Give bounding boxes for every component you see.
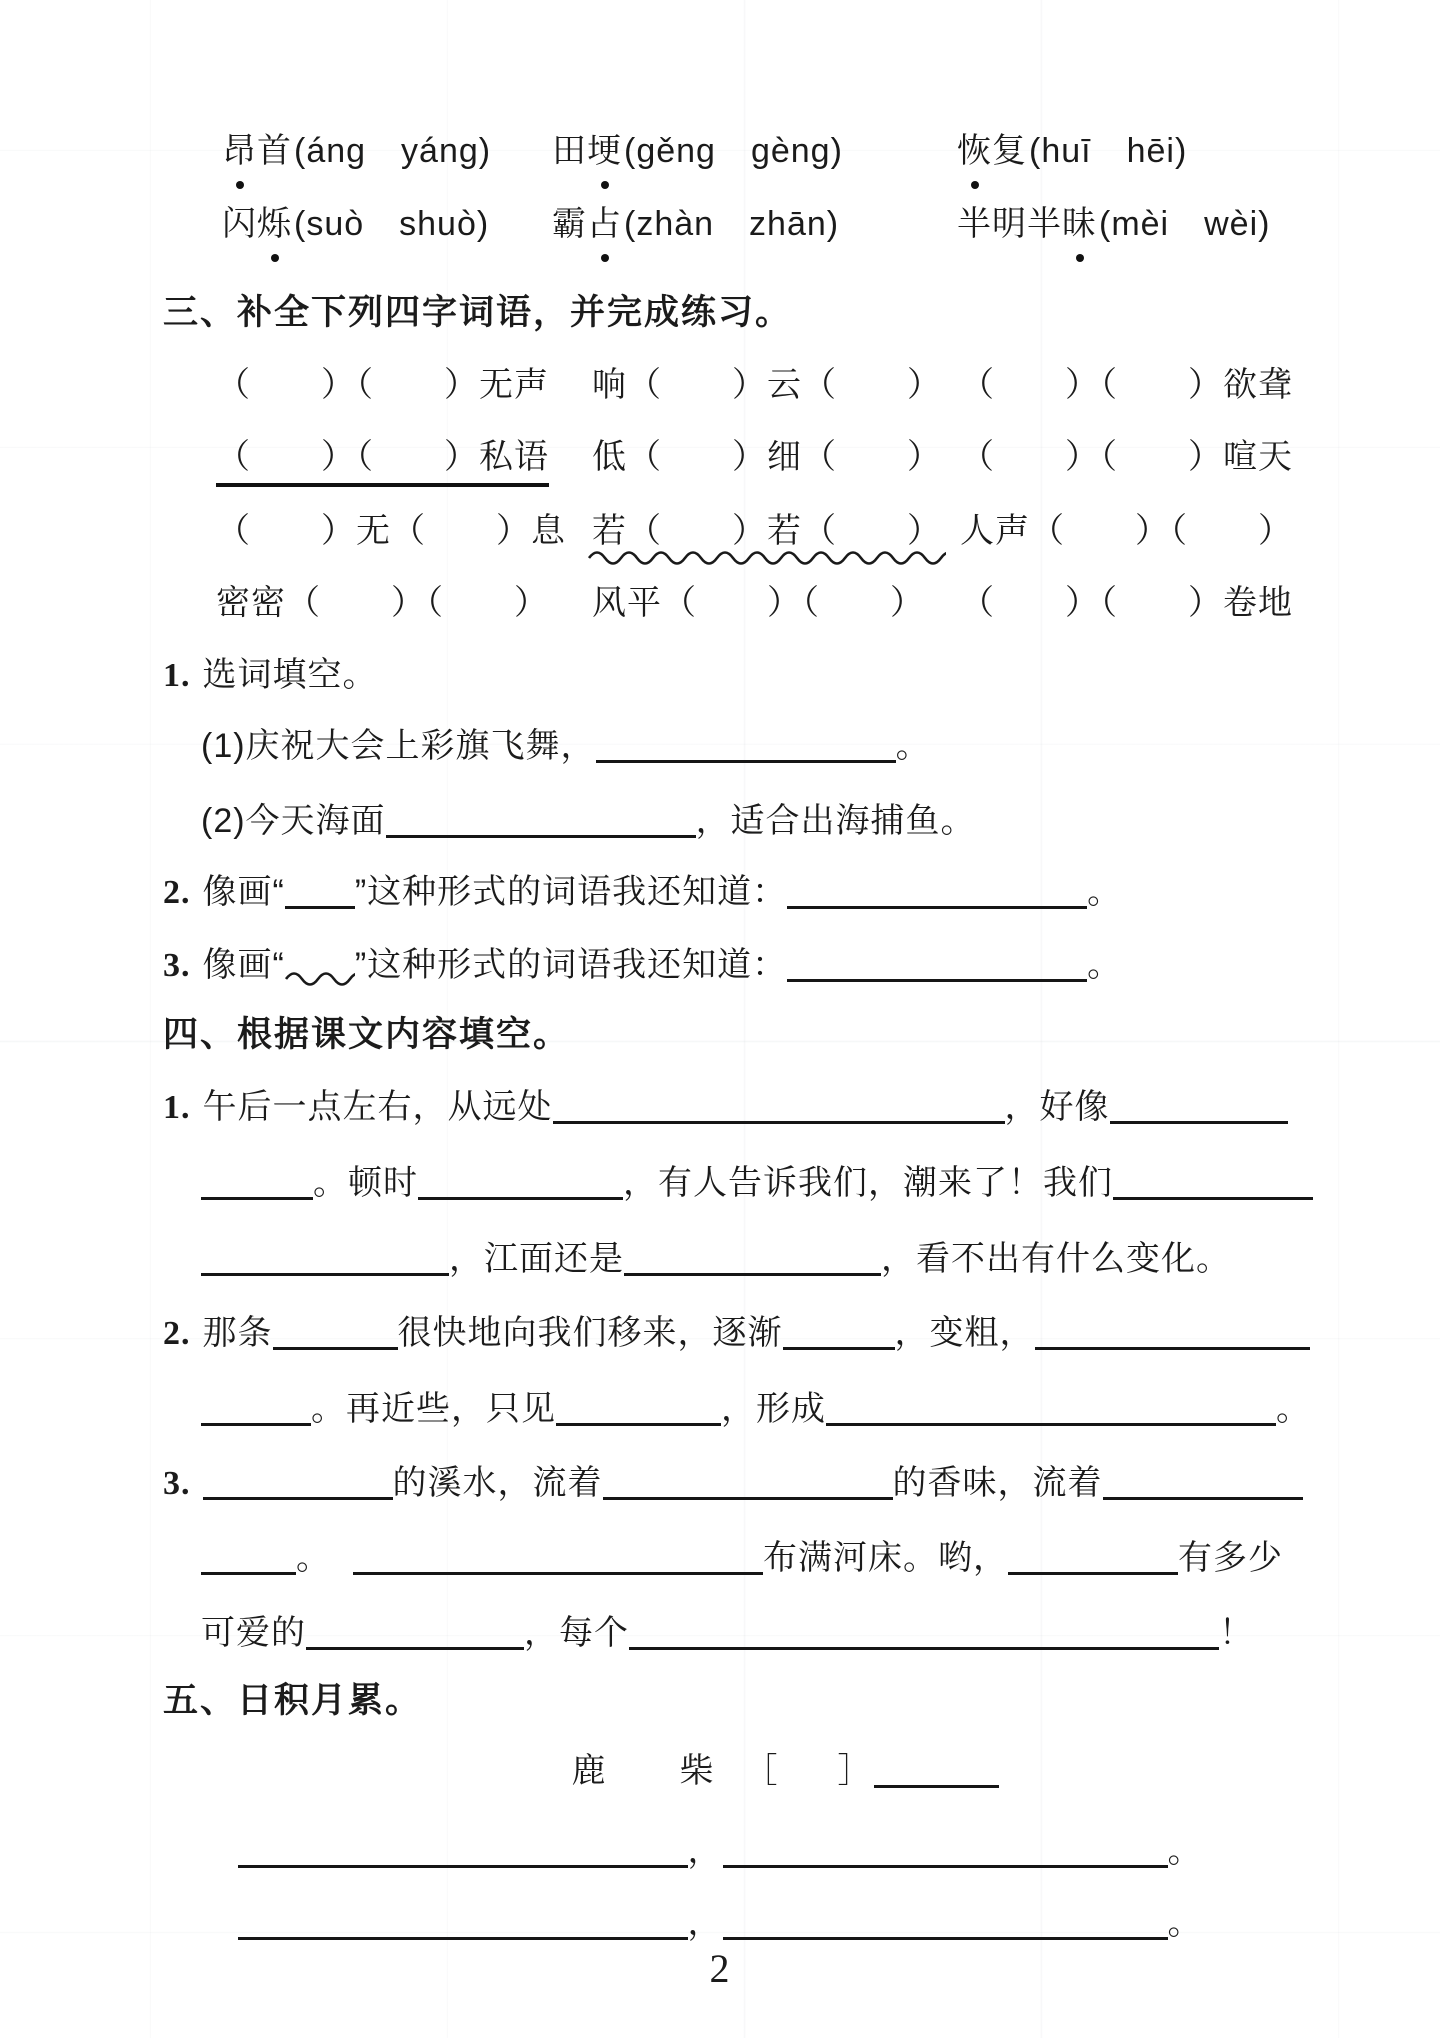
pinyin-choice-row	[222, 128, 1187, 178]
pinyin-word-choice	[957, 128, 1187, 174]
blank-line	[826, 1389, 1276, 1426]
idiom-cell	[960, 362, 1293, 408]
text-run: (1)庆祝大会上彩旗飞舞，	[201, 727, 596, 765]
text-run: 鹿 柴	[571, 1752, 716, 1790]
section5-heading: 五、日积月累。	[163, 1681, 423, 1720]
blank-line	[874, 1751, 999, 1788]
passage1-line3	[201, 1236, 1231, 1286]
dotted-character: 昂	[222, 128, 257, 174]
pinyin-word-choice	[222, 201, 552, 247]
pinyin-word-choice	[552, 128, 957, 174]
idiom-cell	[216, 434, 549, 480]
text-run: 。	[895, 727, 931, 765]
blank-line	[596, 726, 896, 763]
text-run: ，变粗，	[894, 1314, 1035, 1352]
text-run: 。再近些，只见	[311, 1390, 556, 1428]
pinyin-options: (mèi wèi)	[1099, 205, 1271, 243]
idiom-text: （ ）无（ ）息	[216, 512, 566, 550]
blank-line	[783, 1313, 895, 1350]
item-number: 1.	[163, 657, 191, 694]
idiom-text: 人声（ ）（ ）	[960, 512, 1293, 550]
idiom-text: （ ）（ ）欲聋	[960, 366, 1293, 404]
text-run: 。	[1167, 1904, 1203, 1942]
character: 首	[257, 132, 292, 170]
text-run: ，江面还是	[449, 1240, 624, 1278]
item-number: 1.	[163, 1089, 191, 1126]
idiom-text: 响（ ）云（ ）	[592, 366, 942, 404]
dotted-character: 埂	[587, 128, 622, 174]
text-run: ，看不出有什么变化。	[881, 1240, 1231, 1278]
text-run: ”这种形式的词语我还知道：	[354, 946, 788, 984]
idiom-cell	[592, 508, 942, 554]
text-run: ，有人告诉我们，潮来了！我们	[623, 1164, 1113, 1202]
dotted-character: 烁	[257, 201, 292, 247]
blank-line	[1103, 1463, 1303, 1500]
idiom-cell	[216, 580, 549, 626]
poem-title-line	[65, 1748, 1440, 1798]
blank-line	[203, 1463, 393, 1500]
pinyin-options: (huī hēi)	[1029, 132, 1188, 170]
character: 田	[552, 132, 587, 170]
text-run: 。	[1087, 946, 1123, 984]
idiom-cell	[592, 580, 925, 626]
blank-line	[201, 1389, 311, 1426]
blank-line	[306, 1613, 524, 1650]
wavy-blank	[285, 971, 355, 987]
text-run: 。	[1087, 873, 1123, 911]
text-run: 布满河床。哟，	[763, 1539, 1008, 1577]
idiom-cell	[592, 362, 942, 408]
character: 复	[992, 132, 1027, 170]
blank-line	[201, 1239, 449, 1276]
text-run: 午后一点左右，从远处	[202, 1088, 553, 1126]
blank-line	[553, 1087, 1005, 1124]
blank-line	[353, 1538, 763, 1575]
blank-line	[201, 1163, 313, 1200]
blank-line	[238, 1831, 688, 1868]
item-number: 2.	[163, 1315, 191, 1352]
blank-line	[1008, 1538, 1178, 1575]
blank-line	[603, 1463, 893, 1500]
text-run: (2)今天海面	[201, 802, 386, 840]
blank-line	[723, 1831, 1168, 1868]
blank-line	[386, 801, 696, 838]
pattern-word-item-3	[163, 942, 1122, 992]
dotted-character: 占	[587, 201, 622, 247]
blank-line	[723, 1903, 1168, 1940]
text-run: 。	[1167, 1832, 1203, 1870]
pinyin-choice-row	[222, 201, 1270, 251]
idiom-cell	[216, 362, 549, 408]
blank-line	[285, 872, 355, 909]
character: 半	[1027, 205, 1062, 243]
text-run: 选词填空。	[202, 656, 378, 694]
blank-line	[418, 1163, 623, 1200]
pinyin-options: (suò shuò)	[294, 205, 490, 243]
word-fill-item-1	[201, 723, 931, 773]
blank-line	[273, 1313, 398, 1350]
text-run: ，每个	[524, 1614, 629, 1652]
text-run: ，适合出海捕鱼。	[695, 802, 976, 840]
poem-blank-line1	[0, 1828, 1440, 1878]
passage1-line2	[201, 1160, 1313, 1210]
idiom-text: 若（ ）若（ ）	[592, 512, 942, 550]
blank-line	[201, 1538, 296, 1575]
blank-line	[624, 1239, 881, 1276]
pinyin-options: (áng yáng)	[294, 132, 492, 170]
blank-line	[1110, 1087, 1288, 1124]
pattern-word-item-2	[163, 869, 1122, 919]
blank-line	[1113, 1163, 1313, 1200]
text-run: ，好像	[1004, 1088, 1110, 1126]
item-number: 3.	[163, 947, 191, 984]
section4-heading: 四、根据课文内容填空。	[163, 1015, 571, 1054]
idiom-text: 低（ ）细（ ）	[592, 438, 942, 476]
idiom-cell	[960, 508, 1293, 554]
dotted-character: 昧	[1062, 201, 1097, 247]
word-fill-item-2	[201, 798, 976, 848]
word	[957, 205, 1097, 243]
text-run: 很快地向我们移来，逐渐	[397, 1314, 783, 1352]
idiom-text: （ ）（ ）无声	[216, 366, 549, 404]
text-run: 。顿时	[313, 1164, 418, 1202]
idiom-text: （ ）（ ）卷地	[960, 584, 1293, 622]
pinyin-options: (gěng gèng)	[624, 132, 843, 170]
blank-line	[556, 1389, 721, 1426]
text-run: 的溪水，流着	[392, 1464, 603, 1502]
idiom-text: （ ）（ ）喧天	[960, 438, 1293, 476]
text-run: 的香味，流着	[892, 1464, 1103, 1502]
pinyin-word-choice	[552, 201, 957, 247]
text-run: 像画“	[202, 946, 285, 984]
idiom-cell	[216, 508, 566, 554]
passage1-line1	[163, 1084, 1288, 1134]
blank-line	[787, 945, 1087, 982]
word	[552, 205, 622, 243]
text-run: ”这种形式的词语我还知道：	[354, 873, 788, 911]
poem-blank-line2	[0, 1900, 1440, 1950]
text-run: ，	[687, 1904, 723, 1942]
text-run: ］	[837, 1752, 874, 1790]
dotted-character: 恢	[957, 128, 992, 174]
page-number: 2	[709, 1946, 731, 1991]
passage3-line1	[163, 1460, 1303, 1510]
wavy-line	[588, 550, 946, 566]
passage2-line2	[201, 1386, 1311, 1436]
idiom-cell	[960, 434, 1293, 480]
text-run: 有多少	[1178, 1539, 1283, 1577]
section3-heading: 三、补全下列四字词语，并完成练习。	[163, 293, 793, 332]
item-number: 2.	[163, 874, 191, 911]
blank-line	[787, 872, 1087, 909]
idiom-cell	[960, 580, 1293, 626]
blank-line	[238, 1903, 688, 1940]
text-run: 像画“	[202, 873, 285, 911]
word	[222, 205, 292, 243]
text-run: ，形成	[721, 1390, 826, 1428]
text-run: 。	[1276, 1390, 1311, 1428]
text-run: ，	[687, 1832, 723, 1870]
text-run: 可爱的	[201, 1614, 306, 1652]
idiom-text: 风平（ ）（ ）	[592, 584, 925, 622]
blank-line	[1035, 1313, 1310, 1350]
idiom-cell	[592, 434, 942, 480]
word	[552, 132, 622, 170]
character: 霸	[552, 205, 587, 243]
character: 明	[992, 205, 1027, 243]
character: 闪	[222, 205, 257, 243]
word	[957, 132, 1027, 170]
idiom-text: （ ）（ ）私语	[216, 438, 549, 487]
idiom-text: 密密（ ）（ ）	[216, 584, 549, 622]
pinyin-options: (zhàn zhān)	[624, 205, 840, 243]
text-run: ！	[1219, 1614, 1254, 1652]
passage2-line1	[163, 1310, 1310, 1360]
pinyin-word-choice	[957, 201, 1270, 247]
sub1-heading-line	[163, 652, 378, 702]
blank-line	[629, 1613, 1219, 1650]
pinyin-word-choice	[222, 128, 552, 174]
text-run: ［	[743, 1752, 780, 1790]
word	[222, 132, 292, 170]
character: 半	[957, 205, 992, 243]
text-run: 那条	[202, 1314, 273, 1352]
item-number: 3.	[163, 1465, 191, 1502]
passage3-line3	[201, 1610, 1254, 1660]
text-run: 。	[296, 1539, 331, 1577]
passage3-line2	[201, 1535, 1283, 1585]
